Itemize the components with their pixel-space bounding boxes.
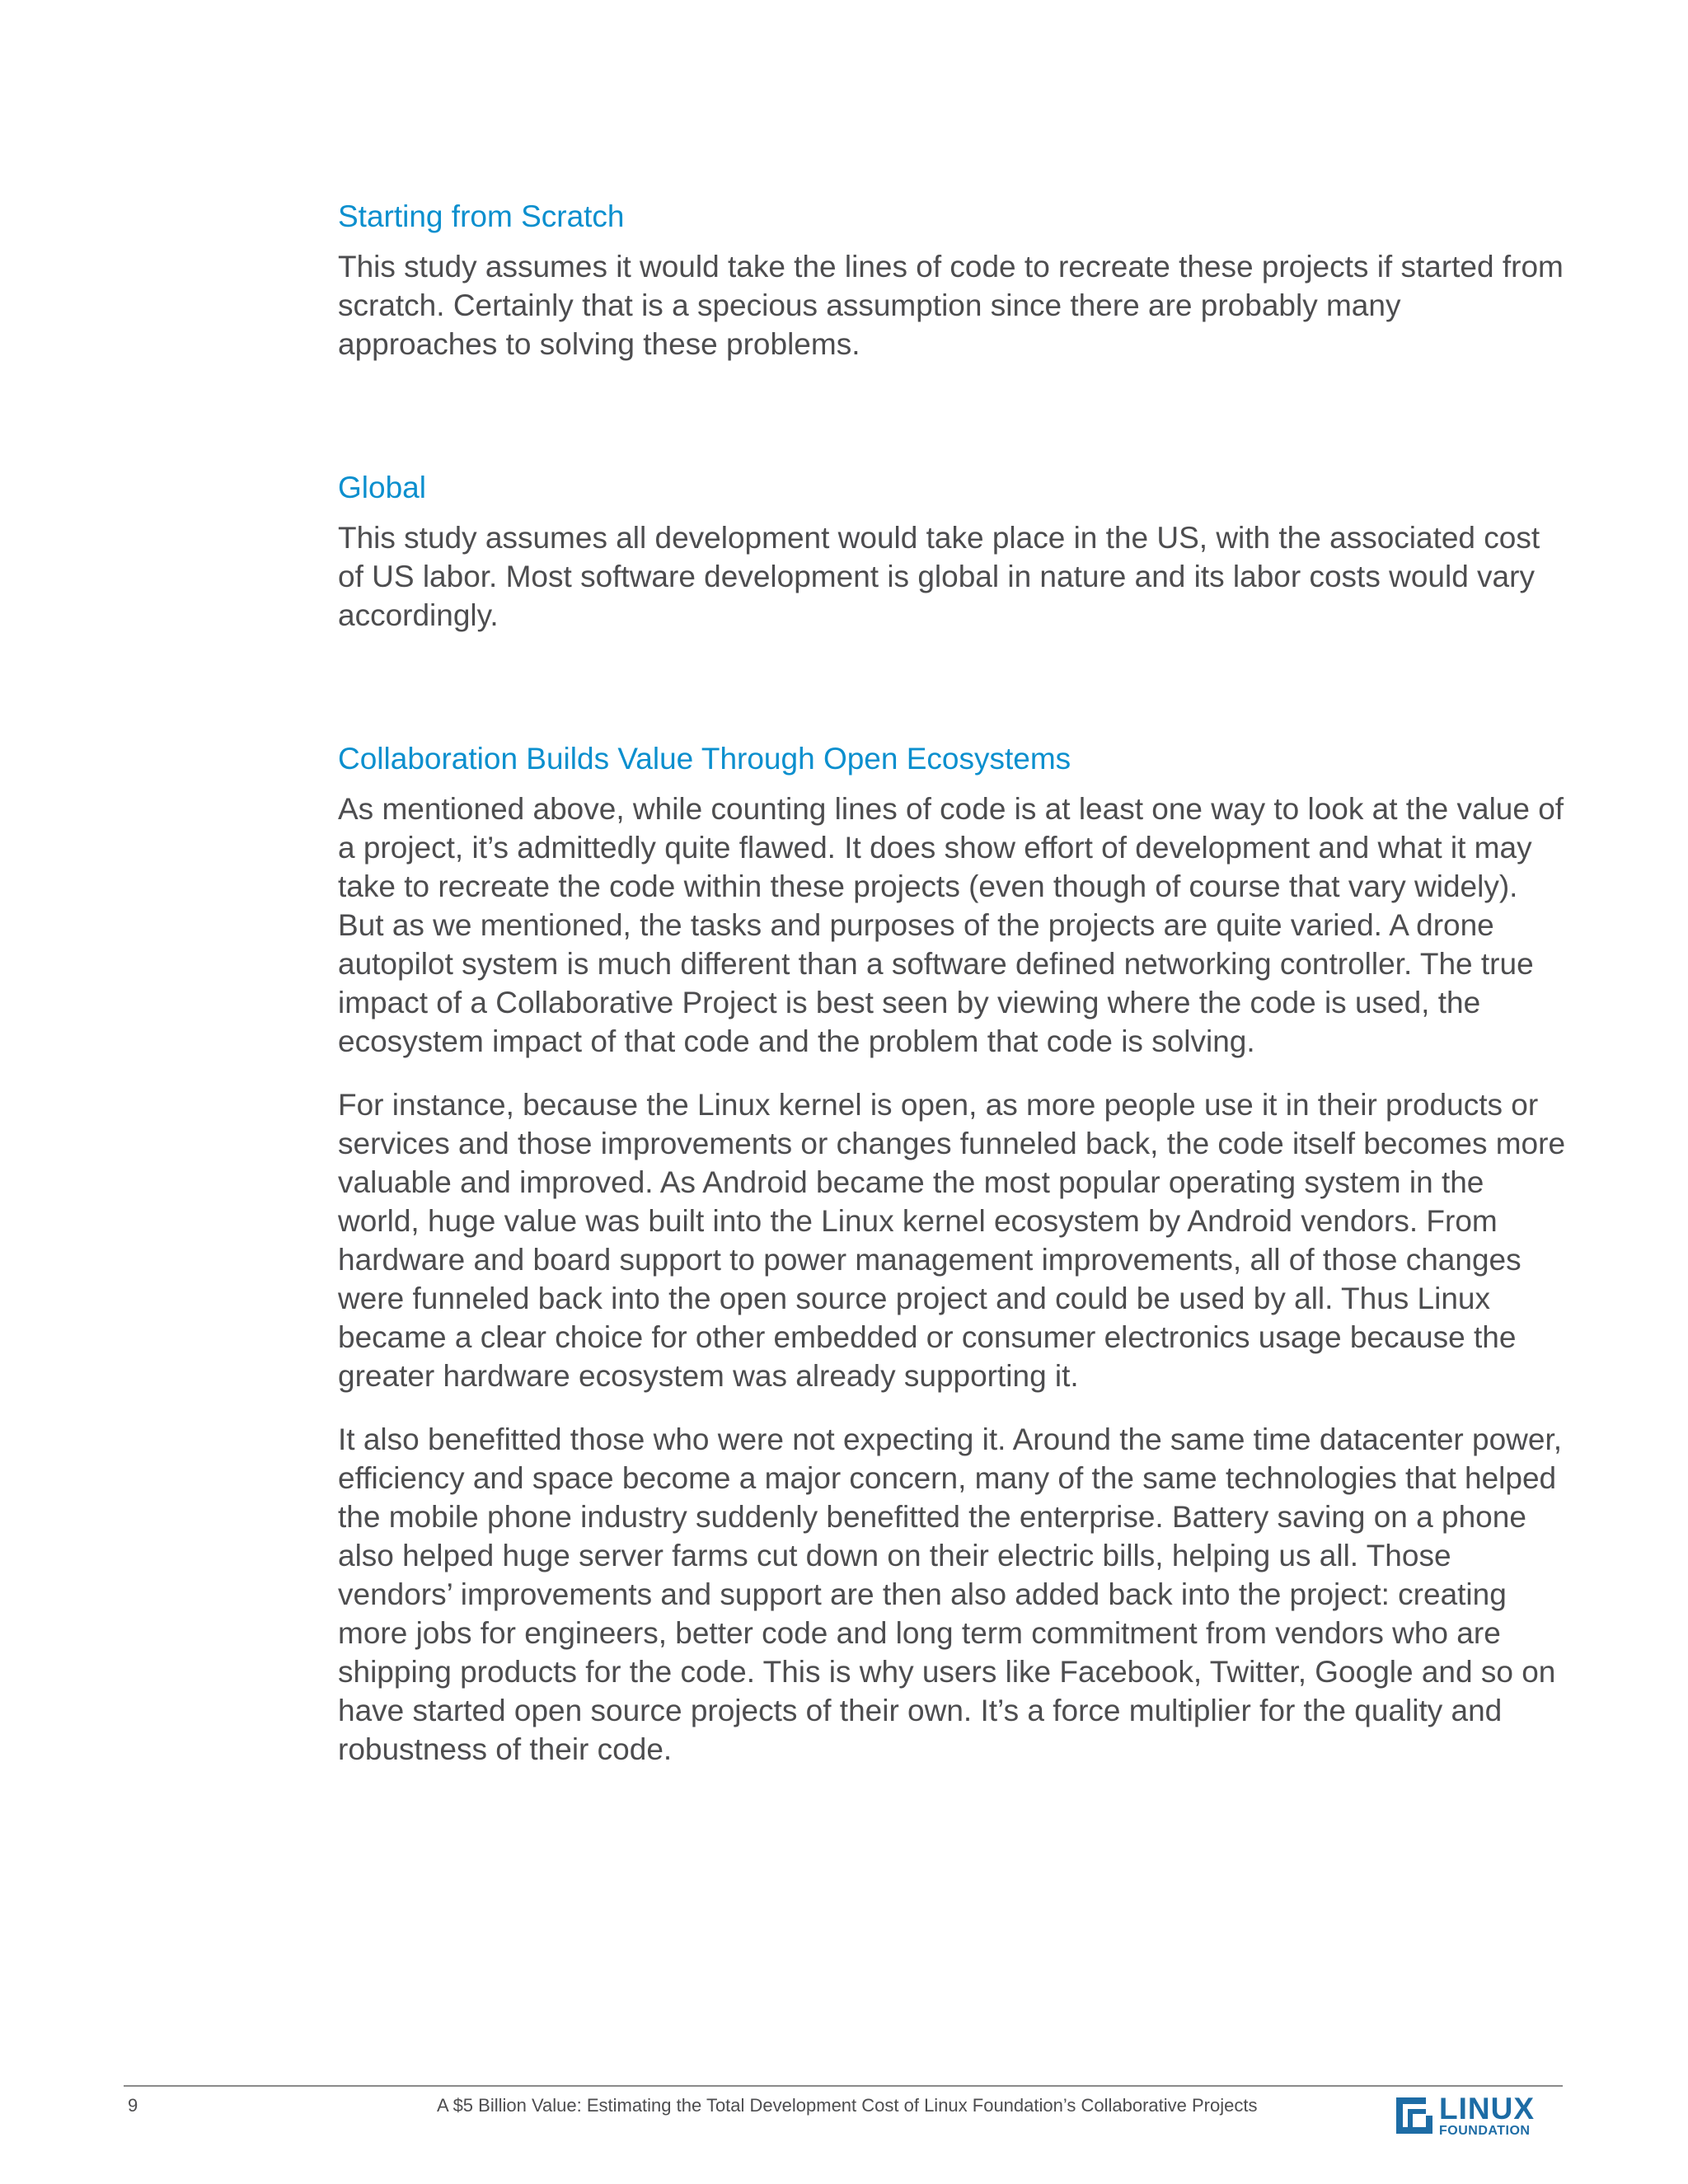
section-starting-from-scratch bbox=[338, 198, 1566, 363]
section-heading: Global bbox=[338, 471, 426, 504]
footer-title: A $5 Billion Value: Estimating the Total Development Cost of Linux Foundation’s Collaborative Projects bbox=[437, 2095, 1258, 2116]
section-heading: Collaboration Builds Value Through Open Ecosystems bbox=[338, 742, 1071, 776]
paragraph: It also benefitted those who were not expecting it. Around the same time datacenter power, efficiency and space become a major concern, many of the same technologies that helped the mobile phone industry suddenly benefitted the enterprise. Battery saving on a phone also helped huge server farms cut down on their electric bills, helping us all. Those vendors’ improvements and support are then also added back into the project: creating more jobs for engineers, better code and long term commitment from vendors who are shipping products for the code. This is why users like Facebook, Twitter, Google and so on have started open source projects of their own. It’s a force multiplier for the quality and robustness of their code. bbox=[338, 1422, 1563, 1766]
paragraph: This study assumes all development would take place in the US, with the associated cost of US labor. Most software development is global in nature and its labor costs would vary accordingly. bbox=[338, 521, 1540, 632]
logo-word-sub: FOUNDATION bbox=[1439, 2124, 1531, 2138]
linux-foundation-logo-icon bbox=[1396, 2097, 1432, 2134]
section-heading: Starting from Scratch bbox=[338, 199, 625, 233]
section-collaboration bbox=[338, 740, 1566, 1769]
page-number: 9 bbox=[128, 2095, 138, 2116]
linux-foundation-logo bbox=[1396, 2092, 1535, 2138]
document-body bbox=[338, 198, 1566, 1874]
paragraph: This study assumes it would take the lines of code to recreate these projects if started from scratch. Certainly that is a specious assumption since there are probably many approaches to solving these problems. bbox=[338, 250, 1564, 361]
paragraph: For instance, because the Linux kernel is open, as more people use it in their products or services and those improvements or changes funneled back, the code itself becomes more valuable and improved. As Android became the most popular operating system in the world, huge value was built into the Linux kernel ecosystem by Android vendors. From hardware and board support to power management improvements, all of those changes were funneled back into the open source project and could be used by all. Thus Linux became a clear choice for other embedded or consumer electronics usage because the greater hardware ecosystem was already supporting it. bbox=[338, 1088, 1566, 1393]
logo-word-main: LINUX bbox=[1439, 2092, 1535, 2125]
logo-text bbox=[1439, 2093, 1535, 2138]
footer-divider bbox=[124, 2085, 1563, 2087]
paragraph: As mentioned above, while counting lines of code is at least one way to look at the value of a project, it’s admittedly quite flawed. It does show effort of development and what it may take to recreate the code within these projects (even though of course that vary widely). But as we mentioned, the tasks and purposes of the projects are quite varied. A drone autopilot system is much different than a software defined networking controller. The true impact of a Collaborative Project is best seen by viewing where the code is used, the ecosystem impact of that code and the problem that code is solving. bbox=[338, 792, 1564, 1058]
section-global bbox=[338, 469, 1566, 635]
